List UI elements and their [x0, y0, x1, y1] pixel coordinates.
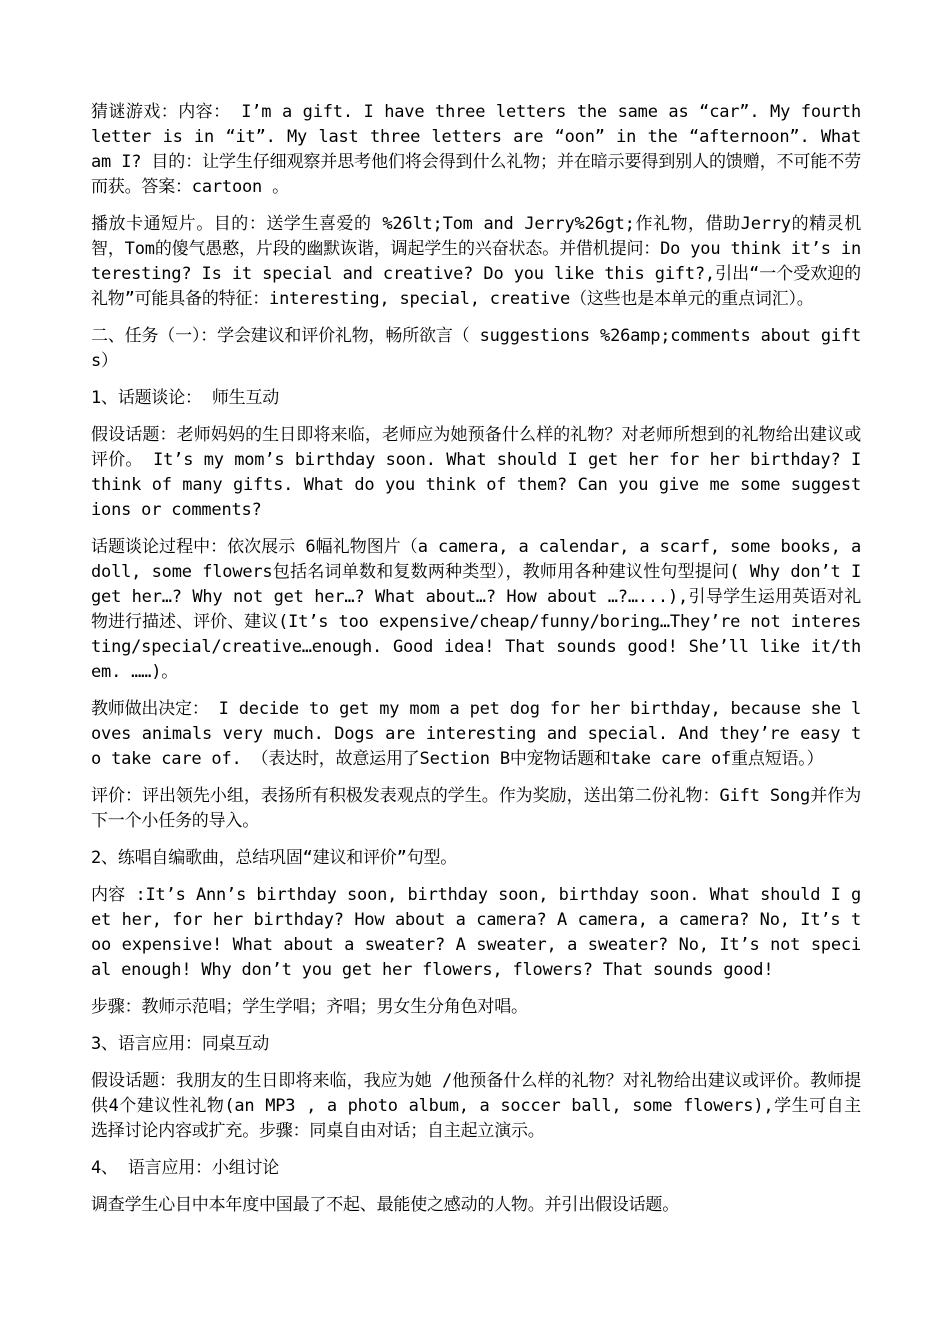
paragraph-teacher-decision: 教师做出决定： I decide to get my mom a pet dog for her birthday, because she loves animals very much. Dogs are interesting and special. And they’re easy to take care of. （表达时，故意运用了Section B中宠物话题和take care of重点短语。） — [91, 699, 861, 769]
document-page — [91, 100, 861, 1230]
paragraph-cartoon-clip: 播放卡通短片。目的：送学生喜爱的 %26lt;Tom and Jerry%26gt;作礼物，借助Jerry的精灵机智，Tom的傻气愚憨，片段的幽默诙谐，调起学生的兴奋状态。并借机提问：Do you think it’s interesting? Is it special and creative? Do you like this gift?,引出“一个受欢迎的礼物”可能具备的特征：interesting, special, creative（这些也是本单元的重点词汇）。 — [91, 214, 861, 309]
paragraph-evaluation: 评价：评出领先小组，表扬所有积极发表观点的学生。作为奖励，送出第二份礼物：Gift Song并作为下一个小任务的导入。 — [91, 786, 861, 831]
subheading-topic-discussion: 1、话题谈论： 师生互动 — [91, 388, 280, 408]
paragraph-riddle-game: 猜谜游戏：内容： I’m a gift. I have three letters the same as “car”. My fourth letter is in “it”. My last three letters are “oon” in the “afternoon”. What am I? 目的：让学生仔细观察并思考他们将会得到什么礼物；并在暗示要得到别人的馈赠，不可能不劳而获。答案：cartoon 。 — [91, 102, 861, 197]
subheading-group-discussion: 4、 语言应用：小组讨论 — [91, 1158, 280, 1178]
paragraph-survey: 调查学生心目中本年度中国最了不起、最能使之感动的人物。并引出假设话题。 — [91, 1195, 679, 1215]
paragraph-hypothetical-topic-friend: 假设话题：我朋友的生日即将来临，我应为她 /他预备什么样的礼物？对礼物给出建议或评价。教师提供4个建议性礼物(an MP3 , a photo album, a soccer ball, some flowers),学生可自主选择讨论内容或扩充。步骤：同桌自由对话；自主起立演示。 — [91, 1071, 861, 1141]
subheading-pair-work: 3、语言应用：同桌互动 — [91, 1034, 270, 1054]
paragraph-discussion-process: 话题谈论过程中：依次展示 6幅礼物图片（a camera, a calendar, a scarf, some books, a doll, some flowers包括名词单数和复数两种类型），教师用各种建议性句型提问( Why don’t I get her…? Why not get her…? What about…? How about …?…...),引导学生运用英语对礼物进行描述、评价、建议(It’s too expensive/cheap/funny/boring…They’re not interesting/special/creative…enough. Good idea! That sounds good! She’ll like it/them. ……)。 — [91, 537, 861, 682]
subheading-song-practice: 2、练唱自编歌曲，总结巩固“建议和评价”句型。 — [91, 848, 458, 868]
paragraph-song-steps: 步骤：教师示范唱；学生学唱；齐唱；男女生分角色对唱。 — [91, 997, 528, 1017]
paragraph-hypothetical-topic-teacher: 假设话题：老师妈妈的生日即将来临，老师应为她预备什么样的礼物？对老师所想到的礼物给出建议或评价。 It’s my mom’s birthday soon. What should I get her for her birthday? I think of many gifts. What do you think of them? Can you give me some suggestions or comments? — [91, 425, 861, 520]
paragraph-song-content: 内容 :It’s Ann’s birthday soon, birthday soon, birthday soon. What should I get her, for her birthday? How about a camera? A camera, a camera? No, It’s too expensive! What about a sweater? A sweater, a sweater? No, It’s not special enough! Why don’t you get her flowers, flowers? That sounds good! — [91, 885, 861, 980]
section-heading-task-one: 二、任务（一）：学会建议和评价礼物，畅所欲言（ suggestions %26amp;comments about gifts） — [91, 326, 861, 371]
